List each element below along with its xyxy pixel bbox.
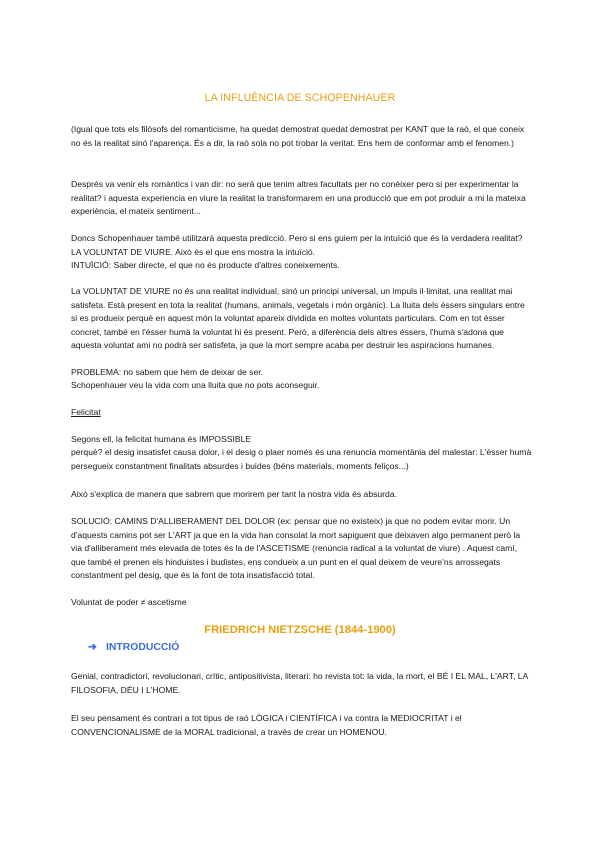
paragraph-romantics: Després va venir els romàntics i van dir: no serà que tenim altres facultats per no conèixer pero si per experimentar la realitat? i aquesta experiencia en viure la realitat la transformarem en una producció que em pot produir a mi la mateixa experiència, el mateix sentiment... (71, 179, 526, 217)
paragraph-solution: SOLUCIÓ: CAMINS D'ALLIBERAMENT DEL DOLOR (ex: pensar que no existeix) ja que no podem evitar morir. Un d'aquests camins pot ser L'ART ja que en la vida han consolat la mort sapiguent que deixaven algo permanent però la via d'alliberament més elevada de totes és la de l'ASCETISME (renúncia radical a la voluntat de viure) . Aquest camí, que també el prenen els hinduistes i budistes, ens condueix a un punt en el qual deixem de veure'ns arrossegats constantment pel desig, que és la font de tota insatisfacció total. (71, 516, 521, 581)
nietzsche-heading: FRIEDRICH NIETZSCHE (1844-1900) (204, 624, 396, 636)
absurd-life-line: Això s'explica de manera que sabrem que morirem per tant la nostra vida és absurda. (71, 489, 397, 499)
will-to-power-line: Voluntat de poder ≠ ascetisme (71, 597, 187, 607)
life-struggle-line: Schopenhauer veu la vida com una lluita que no pots aconseguir. (71, 380, 320, 390)
problem-line: PROBLEMA: no sabem que hem de deixar de ser. (71, 367, 264, 377)
document-title: LA INFLUÈNCIA DE SCHOPENHAUER (204, 92, 396, 104)
paragraph-schopenhauer-intuition: Doncs Schopenhauer també utilitzarà aquesta predicció. Pero si ens guiem per la intuïció que és la verdadera realitat? LA VOLUNTAT DE VIURE. Això és el que ens mostra la intuïció. (71, 233, 523, 257)
felicitat-heading: Felicitat (71, 407, 101, 417)
happiness-impossible-line: Segons ell, la felicitat humana és IMPOSSIBLE (71, 434, 252, 444)
paragraph-will-to-live: La VOLUNTAT DE VIURE no és una realitat individual, sinó un principi universal, un impuls il·limitat, una realitat mai satisfeta. Està present en tota la realitat (humans, animals, vegetals i món orgànic). La lluita dels éssers singulars entre si es produeix perquè en aquest món la voluntat apareix dividida en moltes voluntats particulars. Com en tot ésser concret, també en l'ésser humà la voluntat hi és present. Però, a diferència dels altres éssers, l'humà s'adona que aquesta voluntat ami no podrà ser satisfeta, ja que la mort sempre acaba per destruir les aspiracions humanes. (71, 286, 525, 351)
introduccio-subheading (88, 641, 179, 653)
paragraph-desire: perquè? el desig insatisfet causa dolor, i el desig o plaer només és una renuncia momentània del malestar: L'ésser humà persegueix constantment finalitats absurdes i buides (béns materials, moments feliços...) (71, 447, 532, 471)
intuition-definition: INTUÏCIÓ: Saber directe, el que no és producte d'altres coneixements. (71, 260, 340, 270)
paragraph-nietzsche-intro: Genial, contradictori, revolucionari, crític, antipositivista, literari: ho revista tot: la vida, la mort, el BÉ I EL MAL, L'ART, LA FILOSOFIA, DÉU I L'HOME. (71, 671, 528, 695)
paragraph-kant: (Igual que tots els filòsofs del romanticisme, ha quedat demostrat quedat demostrat per KANT que la raó, el que coneix no és la realitat sinó l'aparença. És a dir, la raó sola no pot trobar la veritat. Ens hem de conformar amb el fenomen.) (71, 124, 525, 148)
introduccio-label: INTRODUCCIÓ (106, 642, 180, 653)
arrow-right-icon: ➔ (88, 642, 97, 653)
paragraph-nietzsche-thought: El seu pensament és contrari a tot tipus de raó LÒGICA i CIENTÍFICA i va contra la MEDIOCRITAT i el CONVENCIONALISME de la MORAL tradicional, a través de crear un HOMENOU. (71, 713, 462, 737)
